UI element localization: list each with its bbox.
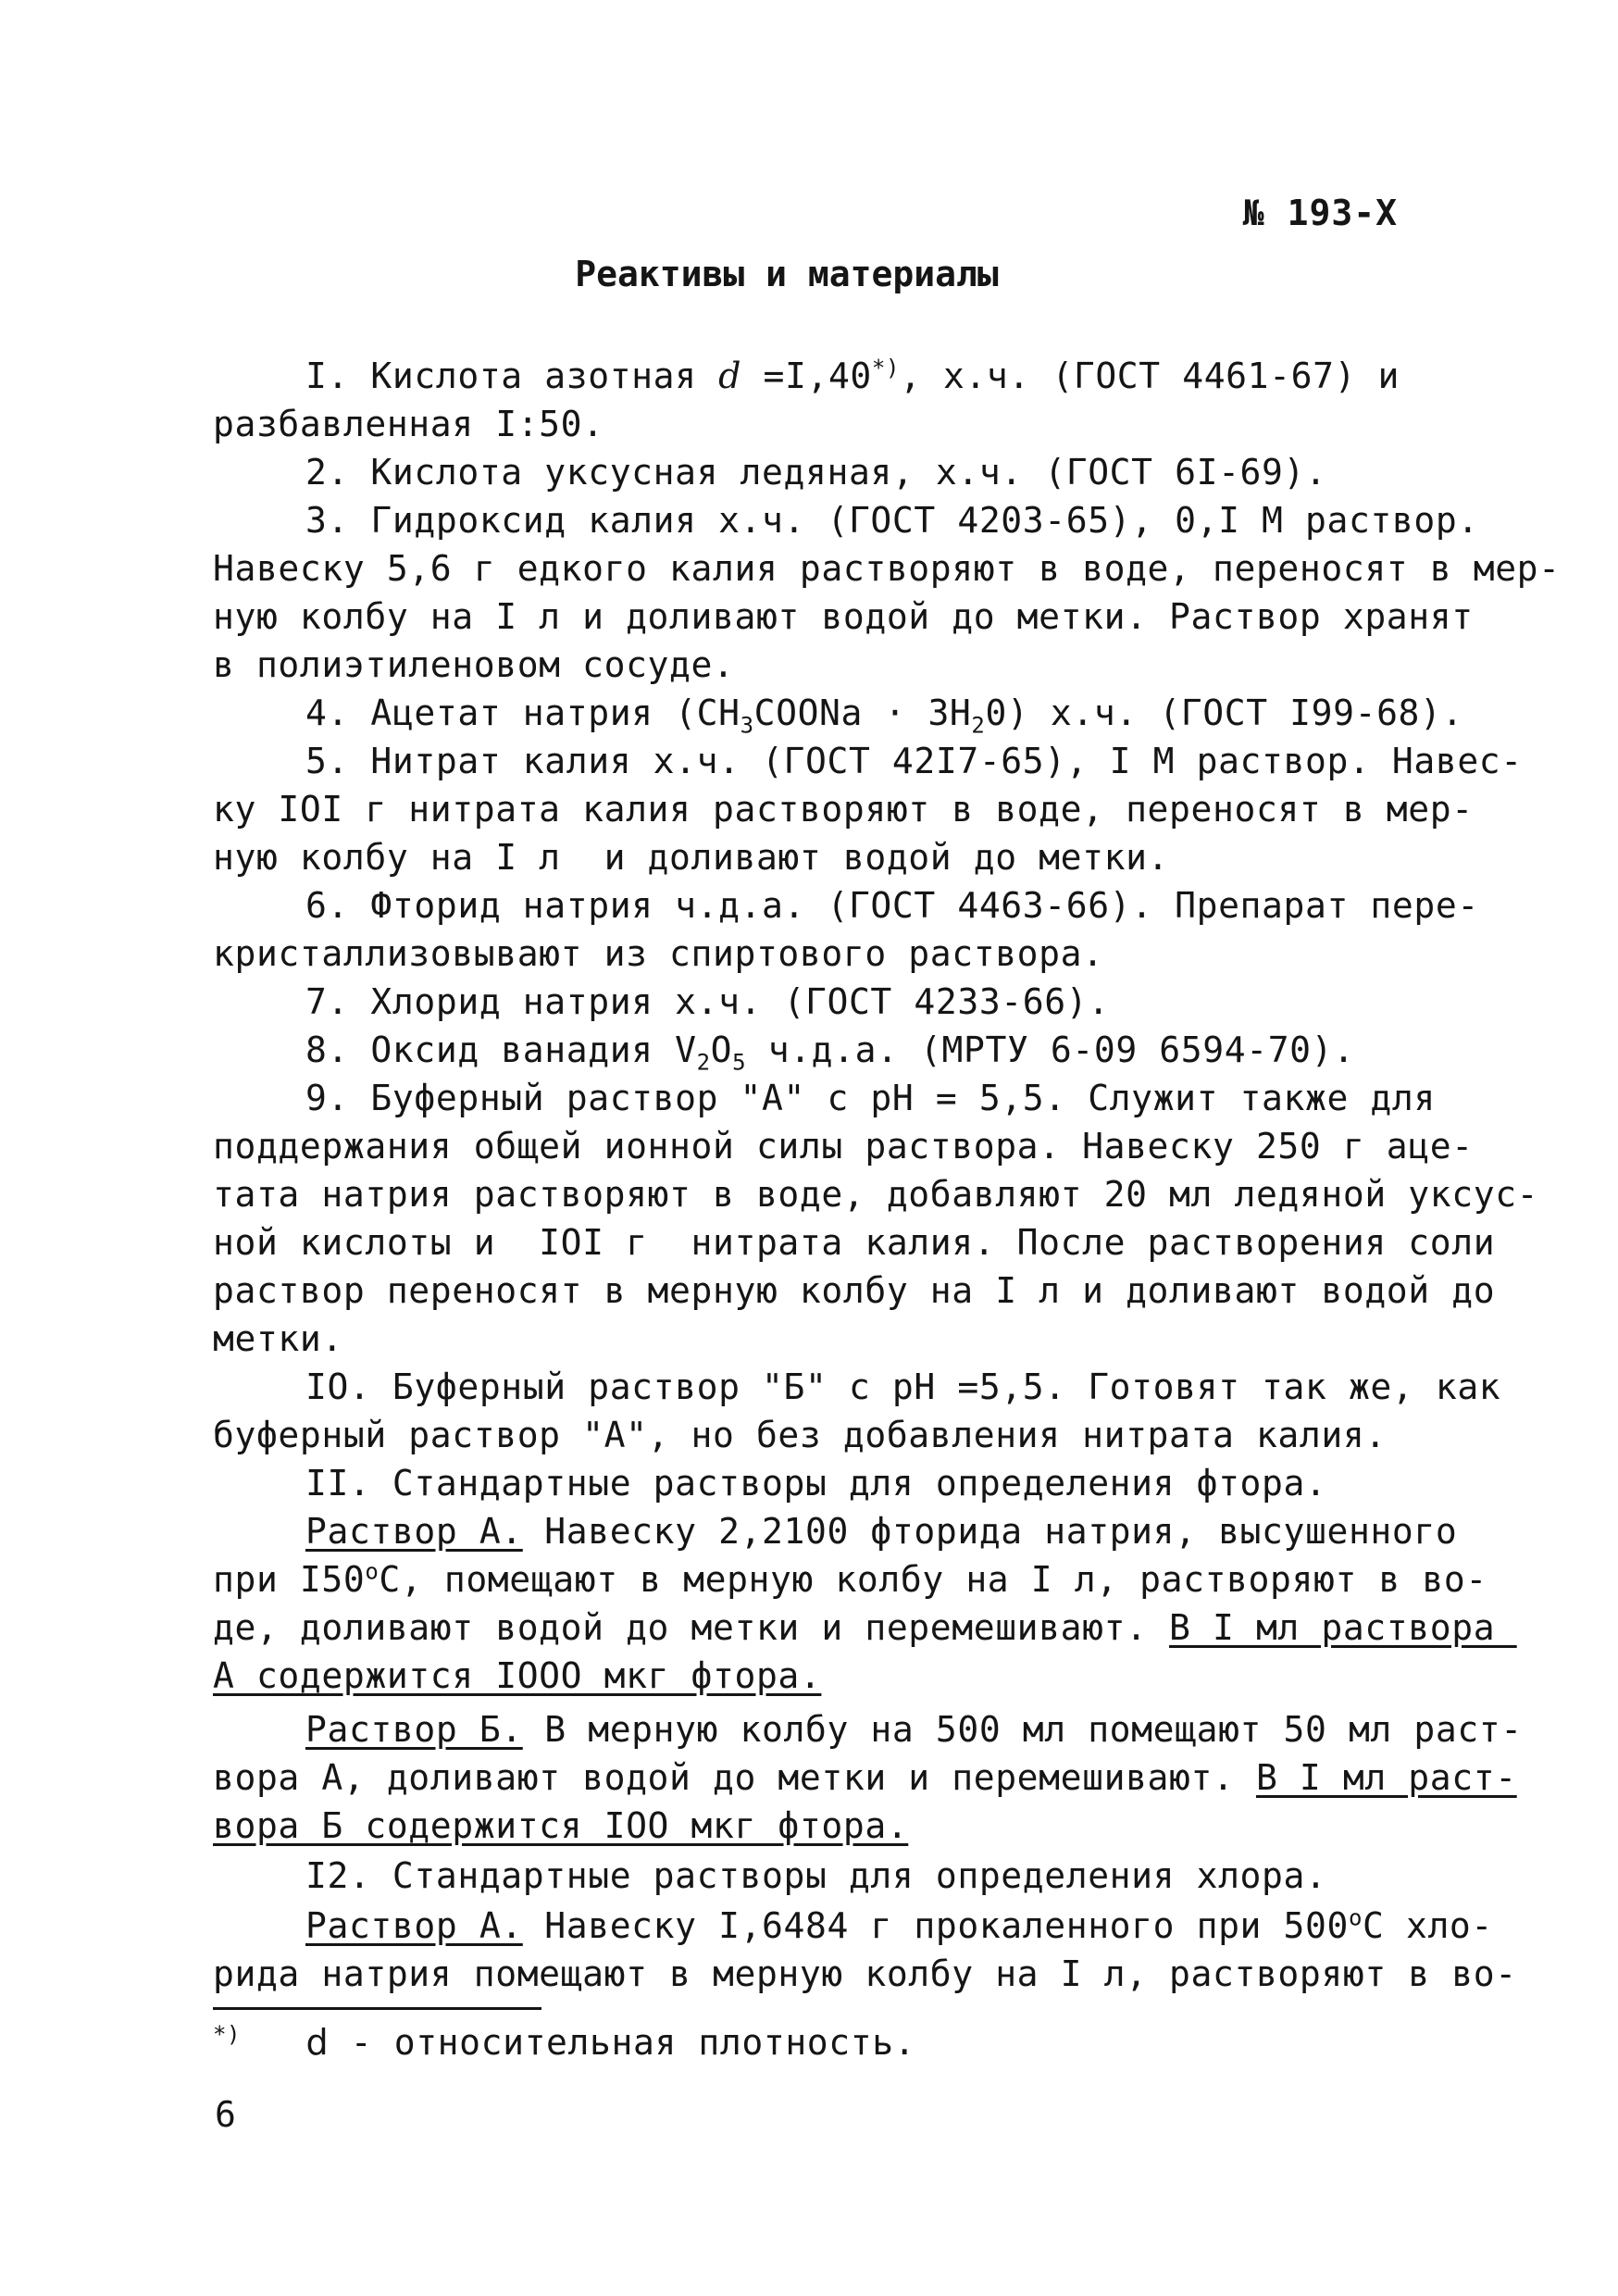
- text-line: II. Стандартные растворы для определения фтора.: [305, 1463, 1327, 1504]
- text-line: 7. Хлорид натрия х.ч. (ГОСТ 4233-66).: [305, 981, 1110, 1022]
- section-title: Реактивы и материалы: [575, 254, 999, 294]
- text-line: вора А, доливают водой до метки и перемешивают. В I мл раст-: [213, 1757, 1517, 1798]
- text-line: поддержания общей ионной силы раствора. Навеску 250 г аце-: [213, 1126, 1474, 1167]
- text-line: раствор переносят в мерную колбу на I л и доливают водой до: [213, 1270, 1496, 1311]
- text-line: разбавленная I:50.: [213, 404, 604, 444]
- text-line: Раствор А. Навеску I,6484 г прокаленного при $500^оС$ хло-: [305, 1904, 1493, 1946]
- text-line: тата натрия растворяют в воде, добавляют 20 мл ледяной уксус-: [213, 1174, 1539, 1215]
- text-line: де, доливают водой до метки и перемешивают. В I мл раствора: [213, 1607, 1517, 1648]
- text-line: 5. Нитрат калия х.ч. (ГОСТ 42I7-65), I М раствор. Навес-: [305, 741, 1523, 781]
- page-number: 6: [215, 2094, 236, 2135]
- text-line: Навеску 5,6 г едкого калия растворяют в воде, переносят в мер-: [213, 548, 1561, 589]
- text-line: 6. Фторид натрия ч.д.а. (ГОСТ 4463-66). Препарат пере-: [305, 885, 1479, 926]
- text-line: I2. Стандартные растворы для определения хлора.: [305, 1855, 1327, 1896]
- text-line: ную колбу на I л и доливают водой до метки.: [213, 837, 1170, 878]
- text-line: метки.: [213, 1318, 343, 1359]
- text-line: 8. Оксид ванадия $V_2O_5$ ч.д.а. (МРТУ 6-09 6594-70).: [305, 1029, 1355, 1076]
- text-line: ку IOI г нитрата калия растворяют в воде, переносят в мер-: [213, 789, 1474, 830]
- footnote: *) d - относительная плотность.: [213, 2021, 916, 2063]
- text-line: ной кислоты и IOI г нитрата калия. После растворения соли: [213, 1222, 1496, 1263]
- text-line: Раствор А. Навеску 2,2100 фторида натрия, высушенного: [305, 1511, 1458, 1552]
- document-number: № 193-Х: [1242, 193, 1398, 233]
- text-line: кристаллизовывают из спиртового раствора.: [213, 933, 1104, 974]
- text-line: 4. Ацетат натрия $(CH_3COONa \cdot 3H_20)$ х.ч. (ГОСТ I99-68).: [305, 693, 1463, 739]
- text-line: I. Кислота азотная d =I,40*), х.ч. (ГОСТ 4461-67) и: [305, 355, 1400, 396]
- text-line: при $I50^оС$, помещают в мерную колбу на I л, растворяют в во-: [213, 1558, 1487, 1600]
- text-line: в полиэтиленовом сосуде.: [213, 644, 735, 685]
- text-line: ную колбу на I л и доливают водой до метки. Раствор хранят: [213, 596, 1474, 637]
- text-line: вора Б содержится IOO мкг фтора.: [213, 1805, 909, 1846]
- text-line: буферный раствор "А", но без добавления нитрата калия.: [213, 1415, 1387, 1455]
- text-line: 9. Буферный раствор "А" с pH = 5,5. Служит также для: [305, 1078, 1436, 1118]
- text-line: 3. Гидроксид калия х.ч. (ГОСТ 4203-65), 0,I М раствор.: [305, 500, 1479, 541]
- text-line: рида натрия помещают в мерную колбу на I л, растворяют в во-: [213, 1953, 1517, 1994]
- footnote-mark: *): [213, 2021, 242, 2048]
- text-line: А содержится IOOO мкг фтора.: [213, 1655, 822, 1696]
- text-line: IO. Буферный раствор "Б" с pH =5,5. Готовят так же, как: [305, 1366, 1501, 1407]
- footnote-rule: [213, 2007, 541, 2010]
- text-line: 2. Кислота уксусная ледяная, х.ч. (ГОСТ 6I-69).: [305, 452, 1327, 493]
- text-line: Раствор Б. В мерную колбу на 500 мл помещают 50 мл раст-: [305, 1709, 1523, 1750]
